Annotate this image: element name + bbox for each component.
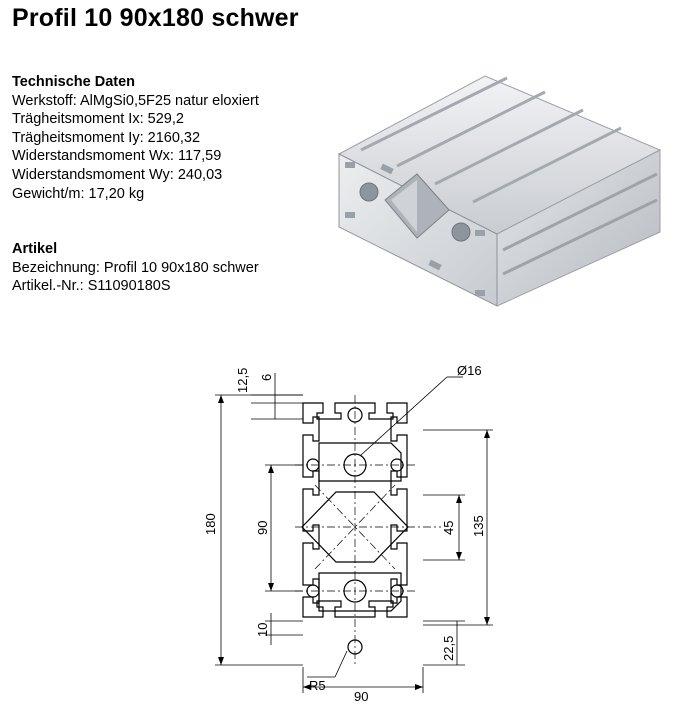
dim-diameter-16: Ø16: [457, 363, 482, 378]
spec-iy: Trägheitsmoment Iy: 2160,32: [12, 129, 201, 146]
spec-material: Werkstoff: AlMgSi0,5F25 natur eloxiert: [12, 92, 259, 109]
profile-3d-image: [325, 62, 665, 307]
dim-22-5: 22,5: [441, 635, 456, 661]
dim-6: 6: [259, 373, 274, 381]
dim-90-vertical: 90: [255, 520, 270, 535]
dim-90-horizontal: 90: [354, 689, 369, 704]
spec-wx: Widerstandsmoment Wx: 117,59: [12, 148, 222, 165]
dim-radius-5: R5: [309, 678, 326, 693]
article-name: Bezeichnung: Profil 10 90x180 schwer: [12, 259, 259, 276]
dim-10: 10: [255, 622, 270, 637]
article-number: Artikel.-Nr.: S11090180S: [12, 278, 171, 295]
page-title: Profil 10 90x180 schwer: [12, 4, 299, 32]
spec-ix: Trägheitsmoment Ix: 529,2: [12, 111, 184, 128]
technical-data-heading: Technische Daten: [12, 74, 136, 90]
spec-weight: Gewicht/m: 17,20 kg: [12, 185, 145, 202]
dim-12-5: 12,5: [235, 367, 250, 393]
spec-wy: Widerstandsmoment Wy: 240,03: [12, 166, 223, 183]
dim-45: 45: [441, 520, 456, 535]
article-section: [12, 240, 259, 296]
cross-section-drawing: [195, 355, 505, 705]
article-heading: Artikel: [12, 241, 58, 257]
dim-135: 135: [471, 515, 486, 537]
technical-data-section: [12, 73, 259, 203]
dim-180: 180: [203, 513, 218, 535]
